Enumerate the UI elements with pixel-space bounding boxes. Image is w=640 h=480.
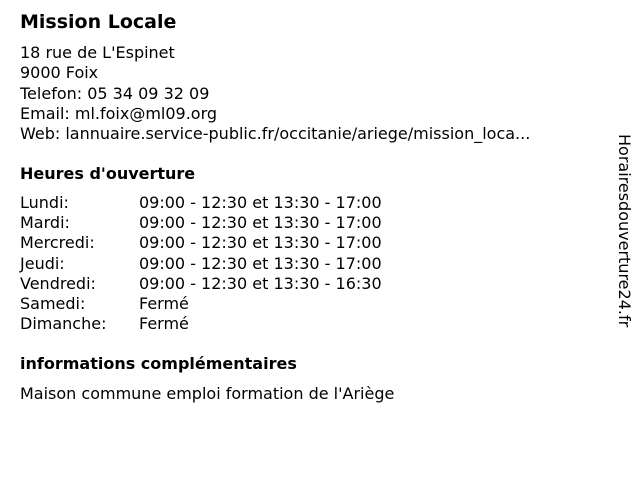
day-hours: 09:00 - 12:30 et 13:30 - 16:30 [139, 273, 382, 293]
day-hours: 09:00 - 12:30 et 13:30 - 17:00 [139, 233, 382, 253]
day-label: Mercredi: [20, 233, 95, 253]
additional-info-text: Maison commune emploi formation de l'Ariège [20, 384, 395, 403]
day-hours: Fermé [139, 293, 189, 313]
opening-hours-heading: Heures d'ouverture [20, 164, 196, 183]
day-label: Samedi: [20, 293, 86, 313]
additional-info-heading: informations complémentaires [20, 354, 297, 373]
day-label: Vendredi: [20, 273, 96, 293]
city-address: 9000 Foix [20, 63, 99, 83]
email-address: Email: ml.foix@ml09.org [20, 103, 218, 123]
page-title: Mission Locale [20, 11, 177, 33]
street-address: 18 rue de L'Espinet [20, 43, 175, 62]
phone-number: Telefon: 05 34 09 32 09 [20, 83, 210, 103]
website-address: Web: lannuaire.service-public.fr/occitanie/ariege/mission_loca... [20, 124, 531, 144]
day-label: Lundi: [20, 193, 69, 212]
address-block [20, 43, 530, 144]
day-hours: Fermé [139, 314, 189, 334]
day-hours: 09:00 - 12:30 et 13:30 - 17:00 [139, 193, 382, 212]
day-label: Mardi: [20, 213, 70, 233]
day-label: Jeudi: [20, 253, 65, 273]
day-hours: 09:00 - 12:30 et 13:30 - 17:00 [139, 213, 382, 233]
day-label: Dimanche: [20, 314, 107, 334]
day-hours: 09:00 - 12:30 et 13:30 - 17:00 [139, 253, 382, 273]
site-watermark: Horairesdouverture24.fr [615, 134, 634, 328]
